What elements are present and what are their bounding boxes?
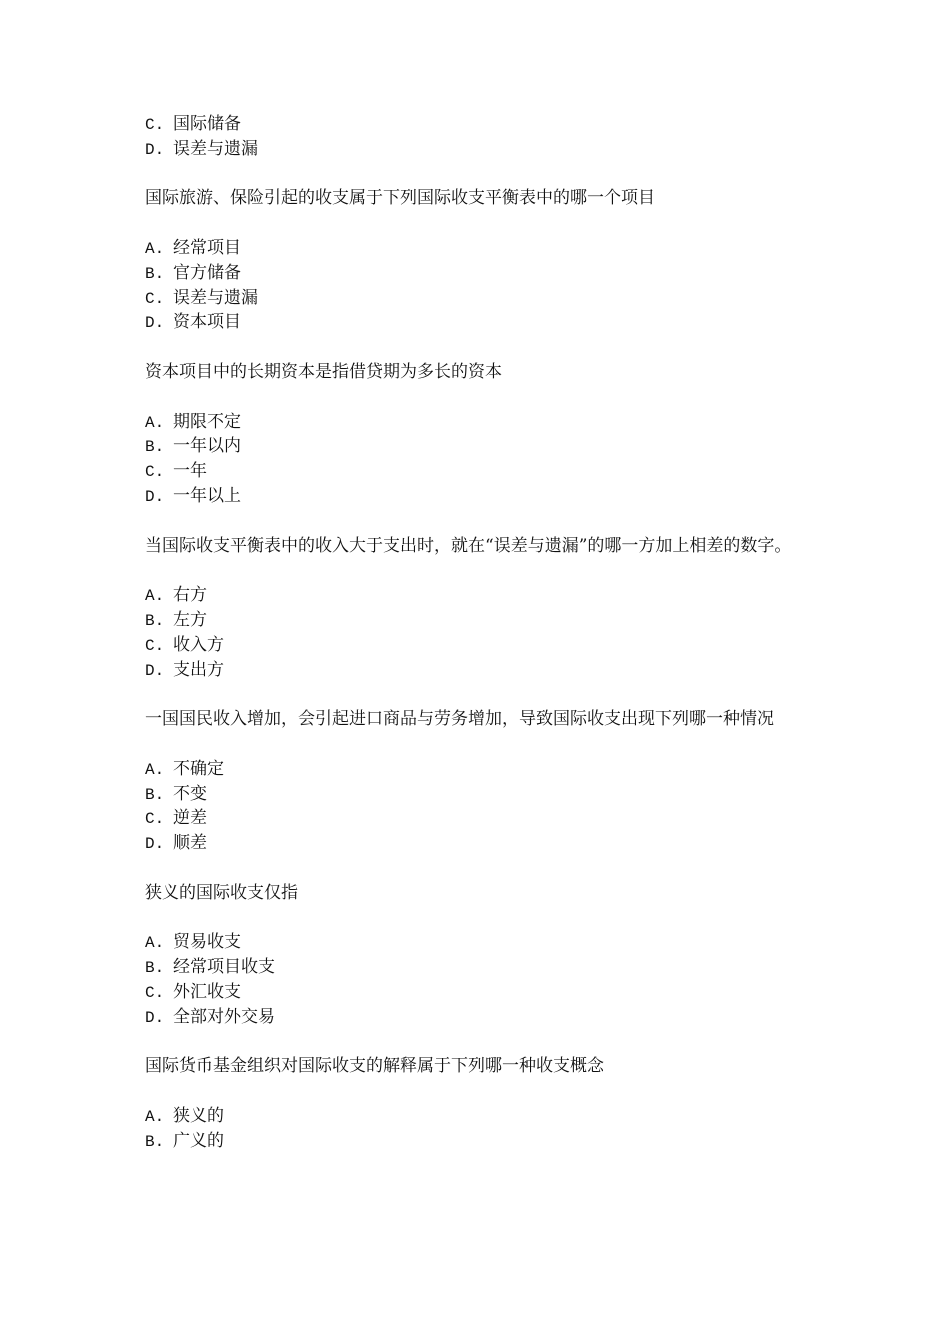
- option-item: [145, 434, 815, 459]
- option-letter: A.: [145, 1107, 165, 1126]
- option-text: 收入方: [173, 634, 224, 655]
- option-list: [145, 1104, 815, 1154]
- option-letter: A.: [145, 934, 165, 953]
- option-text: 一年以上: [173, 485, 241, 506]
- option-item: [145, 658, 815, 683]
- option-letter: B.: [145, 959, 165, 978]
- question-text: 国际货币基金组织对国际收支的解释属于下列哪一种收支概念: [145, 1056, 604, 1077]
- option-letter: A.: [145, 587, 165, 606]
- option-item: [145, 757, 815, 782]
- option-text: 支出方: [173, 659, 224, 680]
- option-item: [145, 955, 815, 980]
- option-text: 国际储备: [173, 114, 241, 134]
- option-letter: C.: [145, 636, 165, 655]
- option-letter: C.: [145, 463, 165, 482]
- option-text: 官方储备: [173, 262, 241, 283]
- option-item: [145, 1129, 815, 1154]
- option-text: 顺差: [173, 833, 207, 854]
- option-text: 不变: [173, 783, 207, 804]
- option-letter: C.: [145, 289, 165, 308]
- option-list: [145, 410, 815, 509]
- question-text: 资本项目中的长期资本是指借贷期为多长的资本: [145, 361, 502, 382]
- option-item: [145, 633, 815, 658]
- question-text: 国际旅游、保险引起的收支属于下列国际收支平衡表中的哪一个项目: [145, 188, 655, 209]
- option-list: [145, 930, 815, 1029]
- option-item: [145, 831, 815, 856]
- option-text: 不确定: [173, 758, 224, 779]
- option-item: [145, 286, 815, 311]
- option-text: 一年以内: [173, 436, 241, 457]
- option-item: [145, 261, 815, 286]
- option-text: 误差与遗漏: [173, 138, 258, 159]
- option-text: 广义的: [173, 1130, 224, 1151]
- option-letter: B.: [145, 1132, 165, 1151]
- option-text: 贸易收支: [173, 932, 241, 953]
- option-item: [145, 583, 815, 608]
- option-letter: B.: [145, 611, 165, 630]
- option-text: 狭义的: [173, 1105, 224, 1126]
- option-letter: C.: [145, 983, 165, 1002]
- option-letter: A.: [145, 760, 165, 779]
- option-item: [145, 410, 815, 435]
- option-letter: B.: [145, 264, 165, 283]
- document-page: [145, 112, 815, 1153]
- option-item: [145, 459, 815, 484]
- option-letter: C.: [145, 810, 165, 829]
- option-text: 右方: [173, 585, 207, 606]
- option-item: [145, 930, 815, 955]
- option-letter: D.: [145, 835, 165, 854]
- option-letter: B.: [145, 785, 165, 804]
- option-item: [145, 112, 815, 137]
- option-list: [145, 583, 815, 682]
- option-item: [145, 980, 815, 1005]
- option-letter: D.: [145, 314, 165, 333]
- option-item: [145, 236, 815, 261]
- option-text: 一年: [173, 461, 207, 482]
- option-letter: A.: [145, 413, 165, 432]
- option-letter: D.: [145, 487, 165, 506]
- question-text: 一国国民收入增加，会引起进口商品与劳务增加，导致国际收支出现下列哪一种情况: [145, 709, 774, 730]
- option-item: [145, 1005, 815, 1030]
- option-item: [145, 806, 815, 831]
- option-text: 外汇收支: [173, 981, 241, 1002]
- option-text: 资本项目: [173, 312, 241, 333]
- option-text: 误差与遗漏: [173, 287, 258, 308]
- option-item: [145, 782, 815, 807]
- option-letter: A.: [145, 239, 165, 258]
- option-letter: D.: [145, 140, 165, 159]
- option-list: [145, 757, 815, 856]
- option-item: [145, 1104, 815, 1129]
- option-letter: B.: [145, 438, 165, 457]
- option-text: 左方: [173, 609, 207, 630]
- option-text: 逆差: [173, 808, 207, 829]
- option-letter: D.: [145, 661, 165, 680]
- option-text: 经常项目: [173, 237, 241, 258]
- prev-options: [145, 112, 815, 162]
- option-item: [145, 310, 815, 335]
- option-letter: C.: [145, 116, 165, 134]
- question-text: 当国际收支平衡表中的收入大于支出时，就在“误差与遗漏”的哪一方加上相差的数字。: [145, 535, 792, 556]
- option-text: 全部对外交易: [173, 1006, 275, 1027]
- option-item: [145, 137, 815, 162]
- option-item: [145, 608, 815, 633]
- option-text: 期限不定: [173, 411, 241, 432]
- option-text: 经常项目收支: [173, 957, 275, 978]
- option-list: [145, 236, 815, 335]
- option-item: [145, 484, 815, 509]
- question-text: 狭义的国际收支仅指: [145, 882, 298, 903]
- option-letter: D.: [145, 1008, 165, 1027]
